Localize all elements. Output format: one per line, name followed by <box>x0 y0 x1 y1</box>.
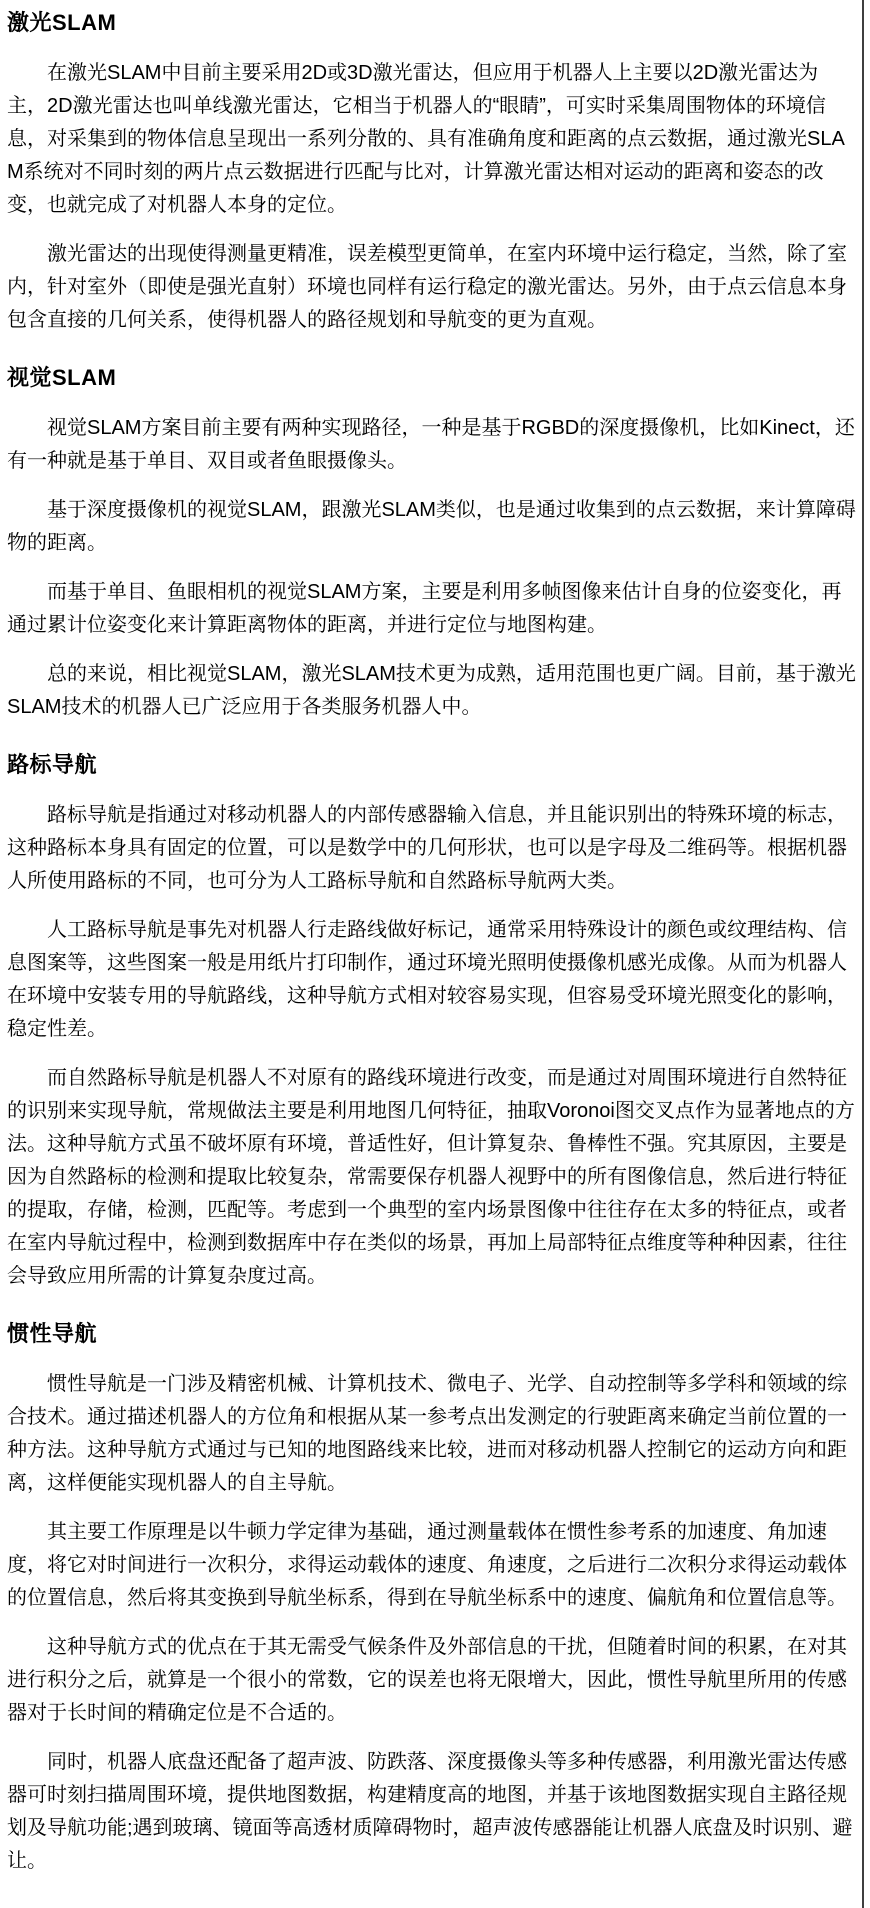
section-laser-slam <box>7 10 858 337</box>
paragraph: 路标导航是指通过对移动机器人的内部传感器输入信息，并且能识别出的特殊环境的标志，这种路标本身具有固定的位置，可以是数学中的几何形状，也可以是字母及二维码等。根据机器人所使用路标的不同，也可分为人工路标导航和自然路标导航两大类。 <box>7 804 847 892</box>
section-heading-visual-slam: 视觉SLAM <box>7 365 117 390</box>
page-right-edge-line <box>862 0 864 1908</box>
paragraph: 这种导航方式的优点在于其无需受气候条件及外部信息的干扰，但随着时间的积累，在对其进行积分之后，就算是一个很小的常数，它的误差也将无限增大，因此，惯性导航里所用的传感器对于长时间的精确定位是不合适的。 <box>7 1636 847 1724</box>
paragraph: 在激光SLAM中目前主要采用2D或3D激光雷达，但应用于机器人上主要以2D激光雷达为主，2D激光雷达也叫单线激光雷达，它相当于机器人的“眼睛”，可实时采集周围物体的环境信息，对采集到的物体信息呈现出一系列分散的、具有准确角度和距离的点云数据，通过激光SLAM系统对不同时刻的两片点云数据进行匹配与比对，计算激光雷达相对运动的距离和姿态的改变，也就完成了对机器人本身的定位。 <box>7 62 845 216</box>
section-heading-inertial-navigation: 惯性导航 <box>7 1321 98 1346</box>
paragraph: 而基于单目、鱼眼相机的视觉SLAM方案，主要是利用多帧图像来估计自身的位姿变化，再通过累计位姿变化来计算距离物体的距离，并进行定位与地图构建。 <box>7 581 842 636</box>
paragraph: 总的来说，相比视觉SLAM，激光SLAM技术更为成熟，适用范围也更广阔。目前，基于激光SLAM技术的机器人已广泛应用于各类服务机器人中。 <box>7 663 856 718</box>
paragraph: 而自然路标导航是机器人不对原有的路线环境进行改变，而是通过对周围环境进行自然特征的识别来实现导航，常规做法主要是利用地图几何特征，抽取Voronoi图交叉点作为显著地点的方法。这种导航方式虽不破坏原有环境，普适性好，但计算复杂、鲁棒性不强。究其原因，主要是因为自然路标的检测和提取比较复杂，常需要保存机器人视野中的所有图像信息，然后进行特征的提取，存储，检测，匹配等。考虑到一个典型的室内场景图像中往往存在太多的特征点，或者在室内导航过程中，检测到数据库中存在类似的场景，再加上局部特征点维度等种种因素，往往会导致应用所需的计算复杂度过高。 <box>7 1067 855 1287</box>
paragraph: 人工路标导航是事先对机器人行走路线做好标记，通常采用特殊设计的颜色或纹理结构、信息图案等，这些图案一般是用纸片打印制作，通过环境光照明使摄像机感光成像。从而为机器人在环境中安装专用的导航路线，这种导航方式相对较容易实现，但容易受环境光照变化的影响，稳定性差。 <box>7 919 847 1040</box>
section-heading-laser-slam: 激光SLAM <box>7 10 117 35</box>
section-visual-slam <box>7 365 858 724</box>
paragraph: 激光雷达的出现使得测量更精准，误差模型更简单，在室内环境中运行稳定，当然，除了室内，针对室外（即使是强光直射）环境也同样有运行稳定的激光雷达。另外，由于点云信息本身包含直接的几何关系，使得机器人的路径规划和导航变的更为直观。 <box>7 243 847 331</box>
section-inertial-navigation <box>7 1321 858 1878</box>
paragraph: 基于深度摄像机的视觉SLAM，跟激光SLAM类似，也是通过收集到的点云数据，来计算障碍物的距离。 <box>7 499 856 554</box>
paragraph: 视觉SLAM方案目前主要有两种实现路径，一种是基于RGBD的深度摄像机，比如Kinect，还有一种就是基于单目、双目或者鱼眼摄像头。 <box>7 417 855 472</box>
section-heading-landmark-navigation: 路标导航 <box>7 752 98 777</box>
paragraph: 其主要工作原理是以牛顿力学定律为基础，通过测量载体在惯性参考系的加速度、角加速度，将它对时间进行一次积分，求得运动载体的速度、角速度，之后进行二次积分求得运动载体的位置信息，然后将其变换到导航坐标系，得到在导航坐标系中的速度、偏航角和位置信息等。 <box>7 1521 847 1609</box>
paragraph: 同时，机器人底盘还配备了超声波、防跌落、深度摄像头等多种传感器，利用激光雷达传感器可时刻扫描周围环境，提供地图数据，构建精度高的地图，并基于该地图数据实现自主路径规划及导航功能;遇到玻璃、镜面等高透材质障碍物时，超声波传感器能让机器人底盘及时识别、避让。 <box>7 1751 853 1872</box>
section-landmark-navigation <box>7 752 858 1293</box>
paragraph: 惯性导航是一门涉及精密机械、计算机技术、微电子、光学、自动控制等多学科和领域的综合技术。通过描述机器人的方位角和根据从某一参考点出发测定的行驶距离来确定当前位置的一种方法。这种导航方式通过与已知的地图路线来比较，进而对移动机器人控制它的运动方向和距离，这样便能实现机器人的自主导航。 <box>7 1373 847 1494</box>
